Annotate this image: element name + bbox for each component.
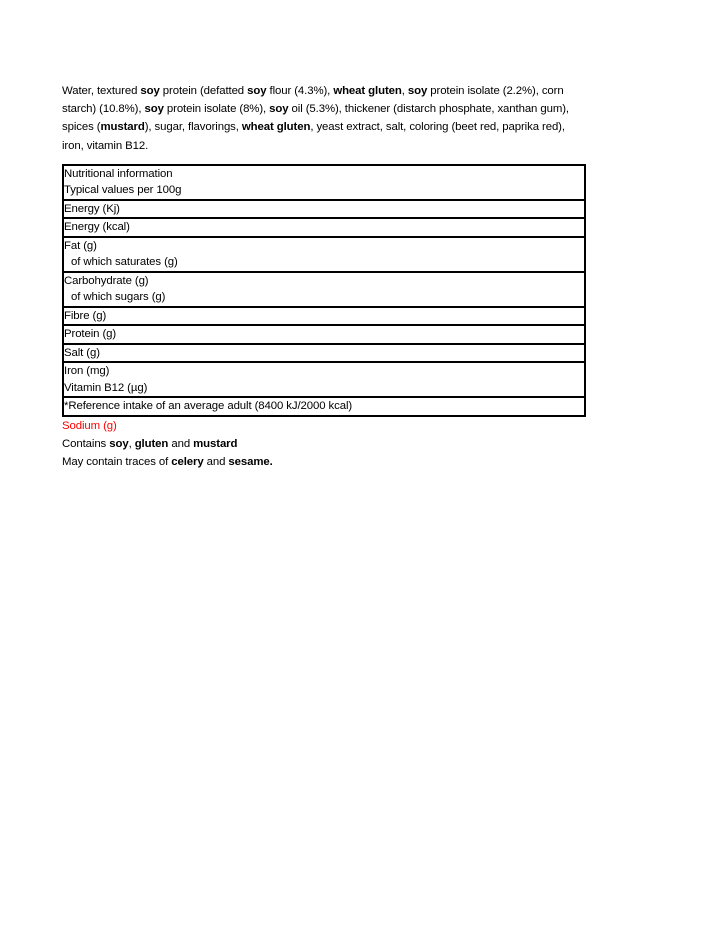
traces-text: May contain traces of — [62, 456, 172, 469]
nutrition-row-protein: Protein (g) — [64, 326, 584, 345]
allergen-soy: soy — [247, 85, 267, 97]
allergen-soy: soy — [109, 438, 129, 451]
allergen-sesame: sesame. — [228, 456, 273, 469]
allergen-soy: soy — [140, 85, 160, 97]
nutrition-reference-note: *Reference intake of an average adult (8400 kJ/2000 kcal) — [64, 398, 584, 417]
ingredients-text: flour (4.3%), — [266, 85, 334, 97]
contains-text: and — [168, 438, 194, 451]
nutrition-row-saturates: of which saturates (g) — [64, 254, 584, 273]
ingredients-text: protein isolate (8%), — [163, 103, 270, 116]
document-page — [62, 82, 586, 471]
allergen-mustard: mustard — [193, 438, 238, 451]
nutrition-row-carbohydrate: Carbohydrate (g) — [64, 274, 149, 287]
sodium-label: Sodium (g) — [62, 419, 117, 432]
nutrition-header-title: Nutritional information — [64, 167, 173, 180]
ingredients-text: protein isolate (2.2%), corn starch) (10.8%), — [62, 85, 564, 116]
traces-text: and — [203, 456, 229, 469]
nutrition-row-sugars: of which sugars (g) — [64, 289, 584, 308]
nutrition-row-energy-kcal: Energy (kcal) — [64, 219, 584, 238]
nutrition-row-salt: Salt (g) — [64, 345, 584, 364]
allergen-soy: soy — [144, 103, 164, 116]
nutrition-row-fibre: Fibre (g) — [64, 308, 584, 327]
ingredients-text: , yeast extract, salt, coloring (beet red, paprika red), iron, vitamin B12. — [62, 121, 565, 152]
allergen-wheat-gluten: wheat gluten — [333, 85, 402, 97]
ingredients-list — [62, 82, 586, 155]
allergen-gluten: gluten — [134, 438, 169, 451]
allergen-wheat-gluten: wheat gluten — [241, 121, 311, 134]
nutrition-row-fat: Fat (g) — [64, 239, 97, 252]
ingredients-text: Water, textured — [62, 85, 141, 97]
nutrition-row-iron: Iron (mg) — [64, 365, 110, 378]
ingredients-text: oil (5.3%), thickener (distarch phosphate, xanthan gum), spices ( — [62, 103, 569, 134]
ingredients-text: , — [401, 85, 408, 97]
nutrition-row-energy-kj: Energy (Kj) — [64, 201, 584, 220]
nutrition-table — [62, 164, 586, 417]
allergen-traces — [62, 453, 586, 471]
allergen-soy: soy — [407, 85, 428, 97]
ingredients-text: ), sugar, flavorings, — [144, 121, 242, 134]
contains-text: Contains — [62, 438, 110, 451]
allergen-contains — [62, 435, 586, 453]
allergen-mustard: mustard — [100, 121, 145, 134]
nutrition-row-vitamin-b12: Vitamin B12 (µg) — [64, 380, 584, 399]
allergen-celery: celery — [171, 456, 204, 469]
contains-text: , — [128, 438, 135, 451]
allergen-soy: soy — [269, 103, 289, 116]
ingredients-text: protein (defatted — [159, 85, 248, 97]
nutrition-header-basis: Typical values per 100g — [64, 182, 584, 201]
